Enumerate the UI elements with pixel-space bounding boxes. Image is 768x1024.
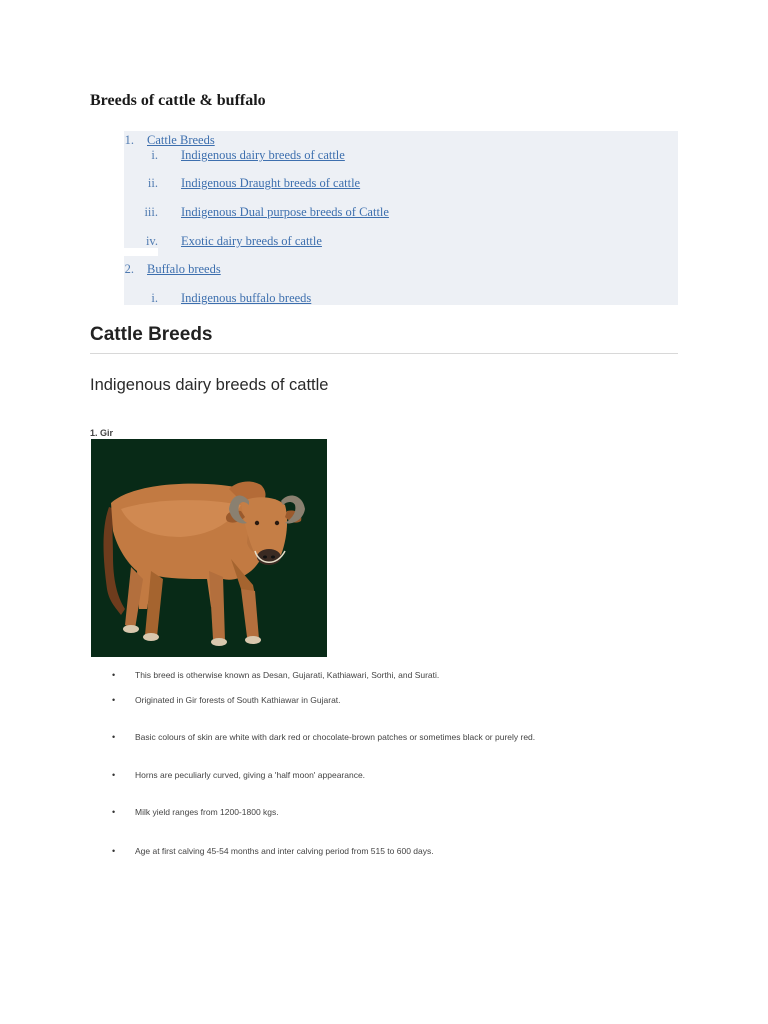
section-divider [90, 353, 678, 354]
toc-item-number: ii. [147, 176, 158, 190]
document-title: Breeds of cattle & buffalo [90, 92, 266, 109]
toc-link[interactable]: Indigenous dairy breeds of cattle [181, 148, 345, 162]
toc-item-number: iii. [144, 205, 158, 219]
section-heading: Cattle Breeds [90, 324, 213, 345]
bullet-icon: • [112, 770, 116, 780]
bullet-icon: • [112, 846, 116, 856]
toc-link[interactable]: Indigenous Draught breeds of cattle [181, 176, 361, 190]
gir-cow-image [91, 439, 327, 657]
fact-text: Horns are peculiarly curved, giving a 'half moon' appearance. [135, 770, 366, 780]
bullet-icon: • [112, 670, 116, 680]
toc-link[interactable]: Exotic dairy breeds of cattle [181, 234, 322, 248]
toc-item-number: iv. [145, 234, 158, 248]
fact-text: Basic colours of skin are white with dark red or chocolate-brown patches or sometimes black or purely red. [135, 732, 536, 742]
toc-item-number: i. [151, 148, 158, 162]
bullet-icon: • [112, 695, 116, 705]
toc-link[interactable]: Indigenous Dual purpose breeds of Cattle [181, 205, 389, 219]
fact-text: Originated in Gir forests of South Kathiawar in Gujarat. [135, 695, 341, 705]
bullet-icon: • [112, 807, 116, 817]
subsection-heading: Indigenous dairy breeds of cattle [90, 376, 329, 394]
toc-item-number: 1. [124, 133, 134, 147]
toc-item-number: 2. [124, 262, 134, 276]
breed-label: 1. Gir [90, 428, 114, 438]
toc-link[interactable]: Cattle Breeds [147, 133, 215, 147]
toc-item-number: i. [151, 291, 158, 305]
fact-text: This breed is otherwise known as Desan, Gujarati, Kathiawari, Sorthi, and Surati. [135, 670, 440, 680]
toc-link[interactable]: Buffalo breeds [147, 262, 221, 276]
fact-text: Age at first calving 45-54 months and inter calving period from 515 to 600 days. [135, 846, 434, 856]
toc-background-notch [124, 248, 158, 256]
toc-link[interactable]: Indigenous buffalo breeds [181, 291, 312, 305]
bullet-icon: • [112, 732, 116, 742]
fact-text: Milk yield ranges from 1200-1800 kgs. [135, 807, 279, 817]
